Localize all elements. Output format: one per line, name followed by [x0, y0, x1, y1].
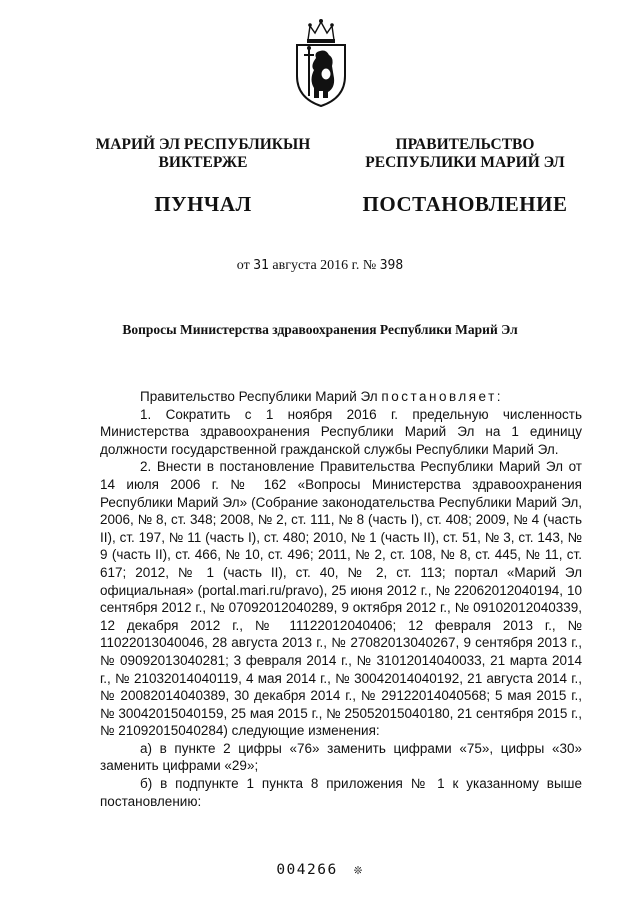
paragraph-2b: б) в подпункте 1 пункта 8 приложения № 1 к указанному выше постановлению:: [100, 776, 582, 809]
header-left-line1: МАРИЙ ЭЛ РЕСПУБЛИКЫН: [95, 136, 311, 153]
serial-number: 004266: [276, 862, 338, 878]
intro-subject: Правительство Республики Марий Эл: [140, 389, 378, 404]
header-right: [345, 136, 585, 216]
header-left-line2: ВИКТЕРЖЕ: [158, 154, 248, 171]
header-right-line1: ПРАВИТЕЛЬСТВО: [395, 136, 535, 153]
date-day: 31: [253, 258, 269, 273]
document-number: 398: [379, 258, 404, 273]
paragraph-2a: а) в пункте 2 цифры «76» заменить цифрами «75», цифры «30» заменить цифрами «29»;: [100, 740, 582, 774]
intro-paragraph: [100, 388, 582, 406]
paragraph-1: 1. Сократить с 1 ноября 2016 г. предельную численность Министерства здравоохранения Республики Марий Эл на 1 единицу должности государственной гражданской службы Республики Марий Эл.: [100, 406, 582, 457]
date-prefix: от: [236, 258, 250, 273]
coat-of-arms-icon: [292, 18, 350, 108]
header-left: [78, 136, 328, 216]
footer: [0, 862, 640, 878]
date-rest: августа 2016 г. №: [272, 258, 377, 273]
document-title: Вопросы Министерства здравоохранения Республики Марий Эл: [122, 322, 518, 337]
date-line: [0, 258, 640, 274]
document-body: [100, 388, 582, 810]
asterisk-icon: ❊: [353, 862, 364, 878]
header-left-doc-type: ПУНЧАЛ: [154, 192, 252, 216]
intro-verb: постановляет:: [381, 389, 504, 404]
header-right-line2: РЕСПУБЛИКИ МАРИЙ ЭЛ: [365, 154, 565, 171]
header-right-doc-type: ПОСТАНОВЛЕНИЕ: [362, 192, 568, 216]
paragraph-2: 2. Внести в постановление Правительства Республики Марий Эл от 14 июля 2006 г. № 162 «Вопросы Министерства здравоохранения Республики Марий Эл» (Собрание законодательства Республики Марий Эл, 2006, № 8, ст. 348; 2008, № 2, ст. 111, № 8 (часть I), ст. 408; 2009, № 4 (часть II), ст. 197, № 11 (часть I), ст. 480; 2010, № 1 (часть II), ст. 51, № 3, ст. 143, № 9 (часть II), ст. 466, № 10, ст. 496; 2011, № 2, ст. 108, № 8, ст. 445, № 11, ст. 617; 2012, № 1 (часть II), ст. 40, № 2, ст. 113; портал «Марий Эл официальная» (portal.mari.ru/pravo), 25 июня 2012 г., № 22062012040194, 10 сентября 2012 г., № 07092012040289, 9 октября 2012 г., № 09102012040339, 12 декабря 2012 г., № 11122012040406; 12 февраля 2013 г., № 11022013040046, 28 августа 2013 г., № 27082013040267, 9 сентября 2013 г., № 09092013040281; 3 февраля 2014 г., № 31012014040033, 21 марта 2014 г., № 21032014040119, 4 мая 2014 г., № 30042014040192, 21 августа 2014 г., № 20082014040389, 30 декабря 2014 г., № 29122014040568; 5 мая 2015 г., № 30042015040159, 25 мая 2015 г., № 25052015040180, 21 сентября 2015 г., № 21092015040284) следующие изменения:: [100, 459, 582, 739]
